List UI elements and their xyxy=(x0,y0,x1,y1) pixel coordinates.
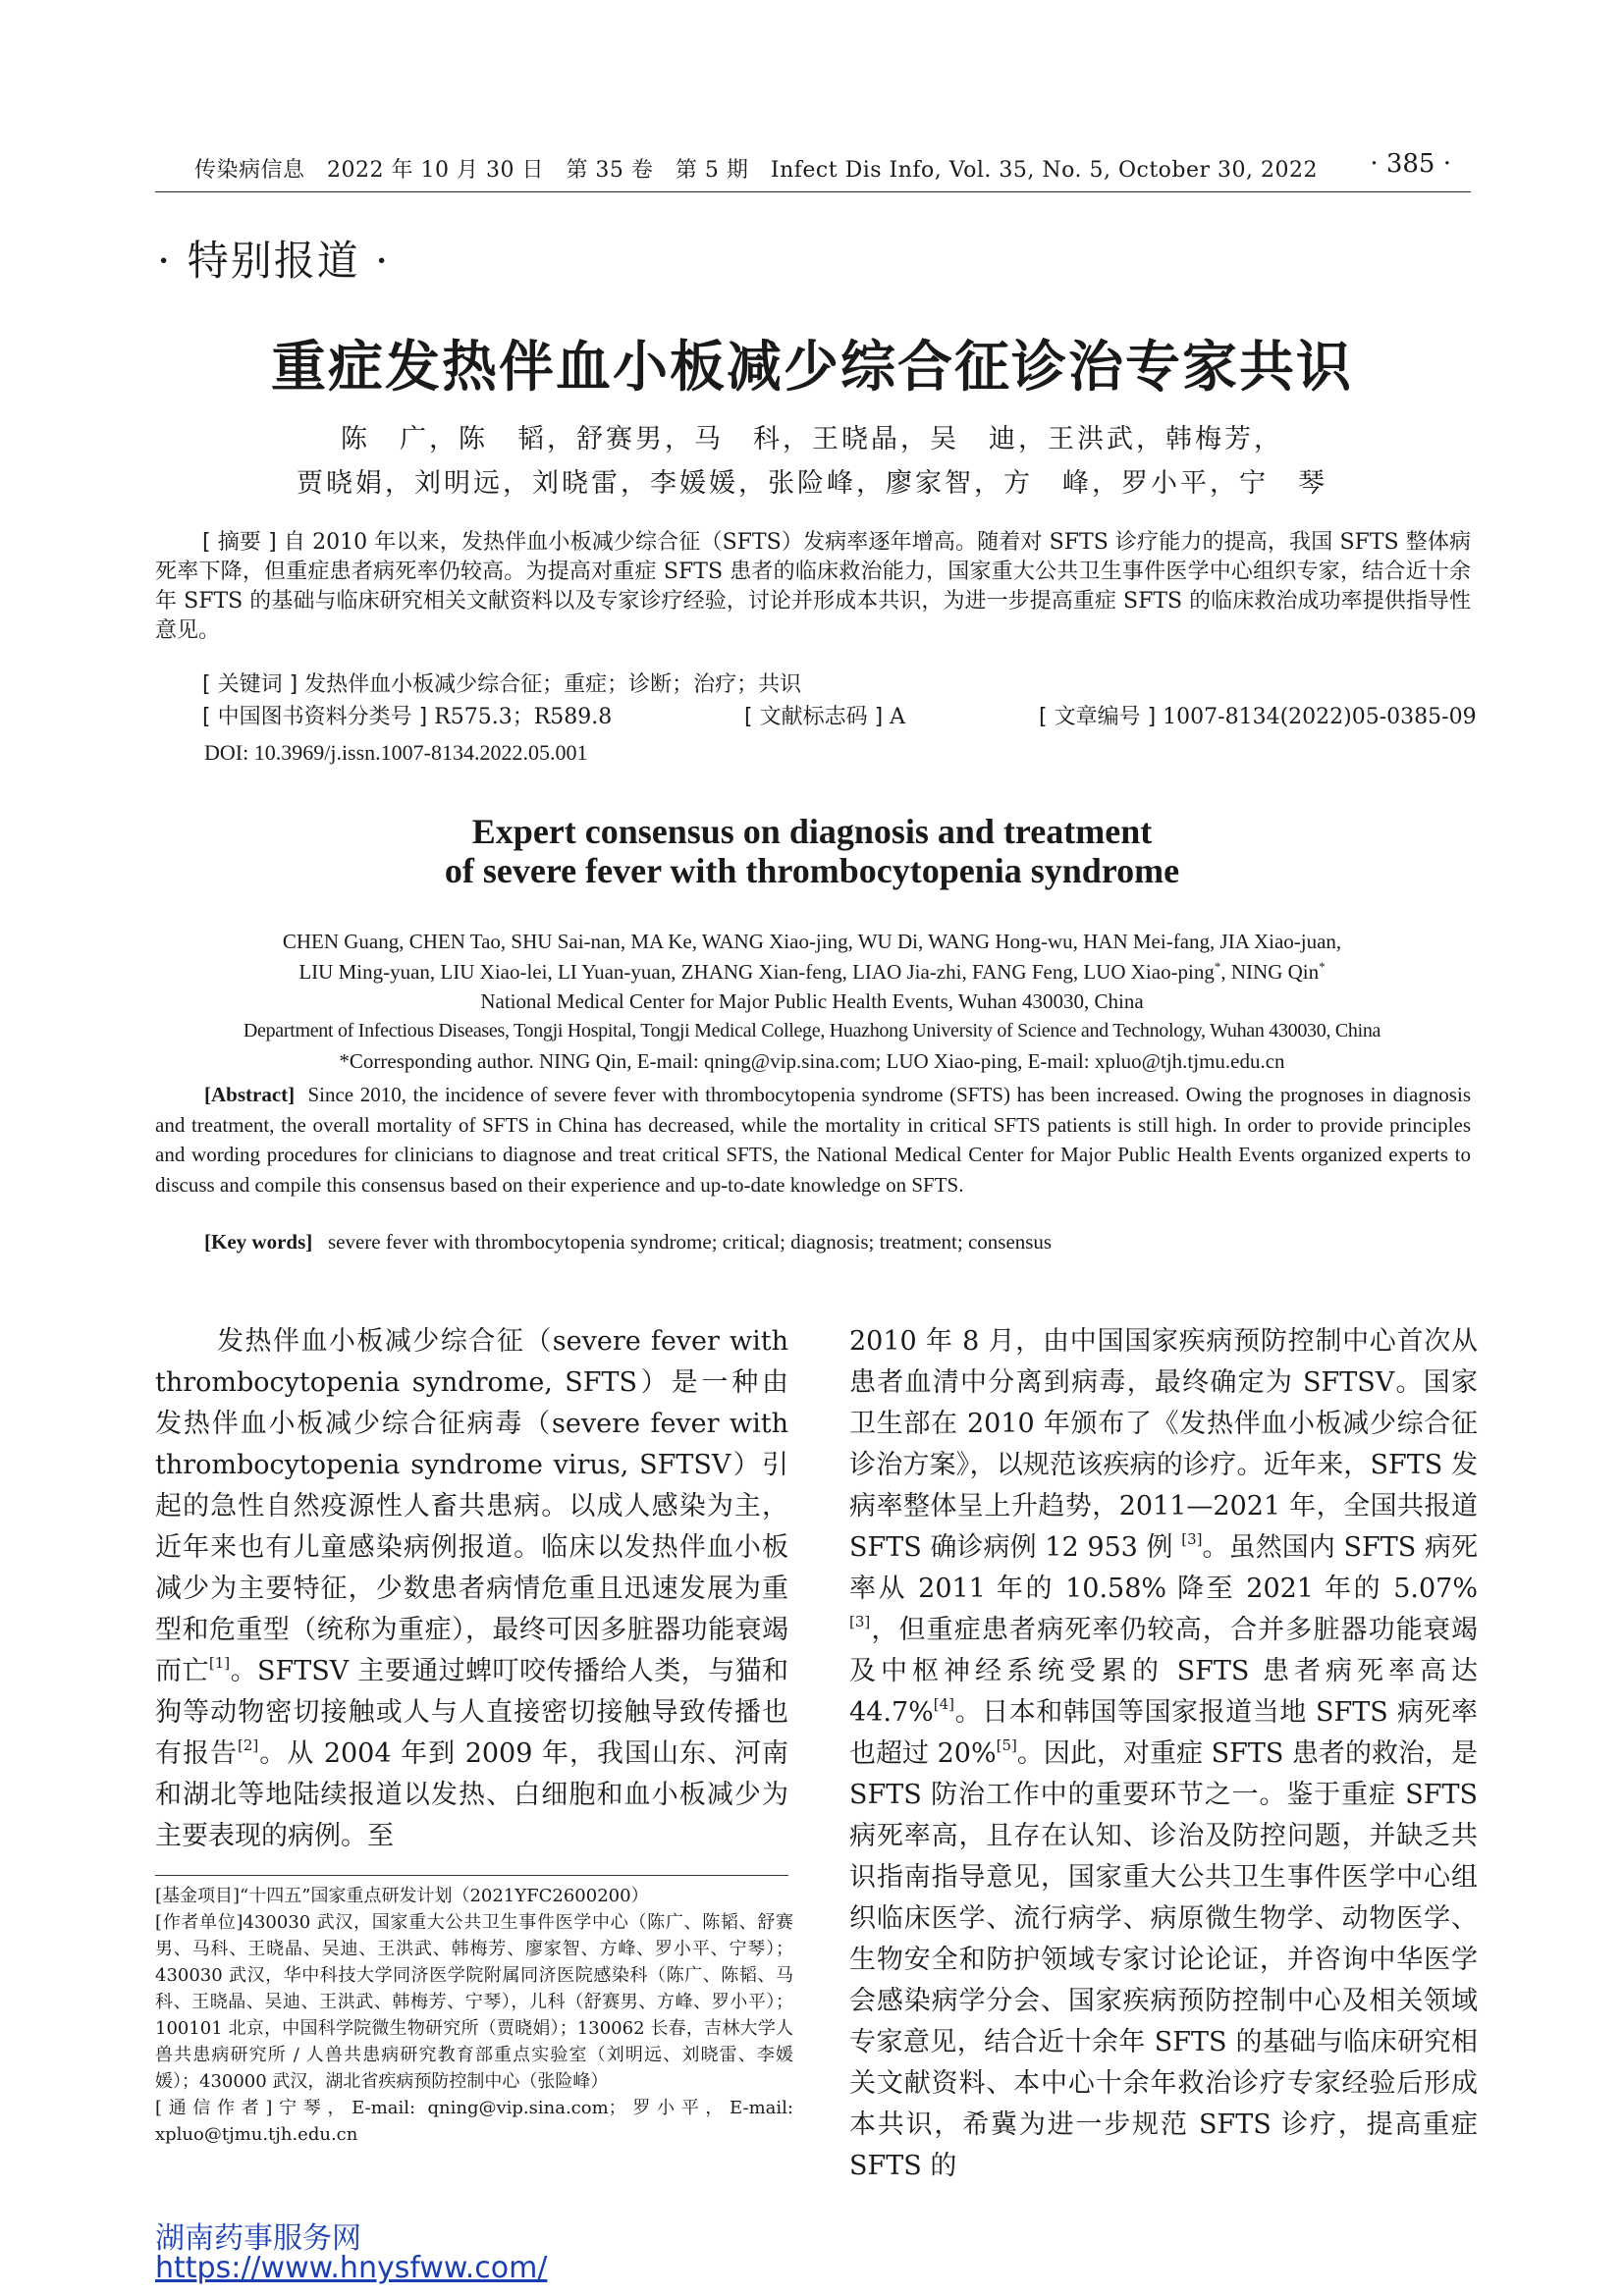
journal-info: 传染病信息 2022 年 10 月 30 日 第 35 卷 第 5 期 Infect Dis Info, Vol. 35, No. 5, October 30, 2022 xyxy=(194,158,1318,183)
abstract-chinese-label: [ 摘要 ] xyxy=(202,530,277,555)
running-header xyxy=(155,147,1471,187)
header-rule xyxy=(155,191,1471,192)
citation: [5] xyxy=(996,1736,1017,1754)
abstract-english xyxy=(155,1080,1471,1200)
citation: [4] xyxy=(933,1695,955,1713)
abstract-english-text: Since 2010, the incidence of severe fever with thrombocytopenia syndrome (SFTS) has been increased. Owing the prognoses in diagnosis and treatment, the overall mortality of SFTS in China has decreased, while the mortality in critical SFTS patients is still high. In order to provide principles and wording procedures for clinicians to diagnose and treat critical SFTS, the National Medical Center for Major Public Health Events organized experts to discuss and compile this consensus based on their experience and up-to-date knowledge on SFTS. xyxy=(155,1083,1471,1197)
body-column-left xyxy=(155,1321,788,1857)
footnote-rule xyxy=(155,1875,788,1876)
watermark-site-link[interactable]: https://www.hnysfww.com/ xyxy=(155,2251,548,2285)
document-code: [ 文献标志码 ] A xyxy=(744,705,906,729)
clc-code: [ 中国图书资料分类号 ] R575.3；R589.8 xyxy=(202,705,613,729)
keywords-chinese-text: 发热伴血小板减少综合征；重症；诊断；治疗；共识 xyxy=(304,672,802,697)
citation: [2] xyxy=(238,1736,259,1754)
affiliation-department: Department of Infectious Diseases, Tongji Hospital, Tongji Medical College, Huazhong University of Science and Technology, Wuhan 430030, China xyxy=(243,1020,1381,1041)
footnote-affiliation: [作者单位]430030 武汉，国家重大公共卫生事件医学中心（陈广、陈韬、舒赛男、马科、王晓晶、吴迪、王洪武、韩梅芳、廖家智、方峰、罗小平、宁琴）；430030 武汉，华中科技大学同济医学院附属同济医院感染科（陈广、陈韬、马科、王晓晶、吴迪、王洪武、韩梅芳、宁琴），儿科（舒赛男、方峰、罗小平）；100101 北京，中国科学院微生物研究所（贾晓娟）；130062 长春，吉林大学人兽共患病研究所 / 人兽共患病研究教育部重点实验室（刘明远、刘晓雷、李媛媛）；430000 武汉，湖北省疾病预防控制中心（张险峰） xyxy=(155,1912,793,2092)
keywords-chinese-label: [ 关键词 ] xyxy=(202,672,298,697)
keywords-english xyxy=(204,1230,1052,1255)
title-chinese: 重症发热伴血小板减少综合征诊治专家共识 xyxy=(271,336,1353,400)
page-number: · 385 · xyxy=(1370,149,1451,179)
citation: [3] xyxy=(849,1613,871,1630)
section-tag: · 特别报道 · xyxy=(157,237,391,285)
doi: DOI: 10.3969/j.issn.1007-8134.2022.05.001 xyxy=(204,740,588,765)
footnote-correspondence: [通信作者]宁琴，E-mail: qning@vip.sina.com；罗小平，E-mail: xpluo@tjmu.tjh.edu.cn xyxy=(155,2098,793,2145)
article-number: [ 文章编号 ] 1007-8134(2022)05-0385-09 xyxy=(1039,705,1477,729)
footnotes xyxy=(155,1883,793,2148)
citation: [3] xyxy=(1181,1530,1203,1548)
classification-row xyxy=(202,700,1479,731)
keywords-chinese xyxy=(202,667,801,698)
watermark-site-name: 湖南药事服务网 xyxy=(155,2221,361,2256)
title-english-line1: Expert consensus on diagnosis and treatment xyxy=(471,812,1153,851)
body-paragraph: 2010 年 8 月，由中国国家疾病预防控制中心首次从患者血清中分离到病毒，最终确定为 SFTSV。国家卫生部在 2010 年颁布了《发热伴血小板减少综合征诊治方案》，以规范该疾病的诊疗。近年来，SFTS 发病率整体呈上升趋势，2011—2021 年，全国共报道 SFTS 确诊病例 12 953 例 [3]。虽然国内 SFTS 病死率从 2011 年的 10.58% 降至 2021 年的 5.07%[3]，但重症患者病死率仍较高，合并多脏器功能衰竭及中枢神经系统受累的 SFTS 患者病死率高达 44.7%[4]。日本和韩国等国家报道当地 SFTS 病死率也超过 20%[5]。因此，对重症 SFTS 患者的救治，是 SFTS 防治工作中的重要环节之一。鉴于重症 SFTS 病死率高，且存在认知、诊治及防控问题，并缺乏共识指南指导意见，国家重大公共卫生事件医学中心组织临床医学、流行病学、病原微生物学、动物医学、生物安全和防护领域专家讨论论证，并咨询中华医学会感染病学分会、国家疾病预防控制中心及相关领域专家意见，结合近十余年 SFTS 的基础与临床研究相关文献资料、本中心十余年救治诊疗专家经验后形成本共识，希冀为进一步规范 SFTS 诊疗，提高重症 SFTS 的 xyxy=(849,1326,1478,2181)
keywords-english-text: severe fever with thrombocytopenia syndrome; critical; diagnosis; treatment; consensus xyxy=(327,1230,1053,1254)
corresponding-mark: * xyxy=(1319,959,1326,974)
authors-english-line1: CHEN Guang, CHEN Tao, SHU Sai-nan, MA Ke, WANG Xiao-jing, WU Di, WANG Hong-wu, HAN Mei-fang, JIA Xiao-juan, xyxy=(282,930,1342,953)
citation: [1] xyxy=(208,1654,231,1672)
abstract-chinese xyxy=(155,528,1471,646)
affiliation-center: National Medical Center for Major Public Health Events, Wuhan 430030, China xyxy=(480,989,1144,1013)
corresponding-mark: * xyxy=(1214,959,1221,974)
keywords-english-label: [Key words] xyxy=(204,1230,313,1254)
abstract-english-label: [Abstract] xyxy=(204,1083,296,1106)
abstract-chinese-text: 自 2010 年以来，发热伴血小板减少综合征（SFTS）发病率逐年增高。随着对 SFTS 诊疗能力的提高，我国 SFTS 整体病死率下降，但重症患者病死率仍较高。为提高对重症 SFTS 患者的临床救治能力，国家重大公共卫生事件医学中心组织专家，结合近十余年 SFTS 的基础与临床研究相关文献资料以及专家诊疗经验，讨论并形成本共识，为进一步提高重症 SFTS 的临床救治成功率提供指导性意见。 xyxy=(155,530,1471,643)
authors-chinese-line2: 贾晓娟，刘明远，刘晓雷，李媛媛，张险峰，廖家智，方 峰，罗小平，宁 琴 xyxy=(297,468,1327,499)
authors-english-line2: LIU Ming-yuan, LIU Xiao-lei, LI Yuan-yuan, ZHANG Xian-feng, LIAO Jia-zhi, FANG Feng, LUO Xiao-ping*, NING Qin* xyxy=(298,959,1326,984)
corresponding-author: *Corresponding author. NING Qin, E-mail: qning@vip.sina.com; LUO Xiao-ping, E-mail: xpluo@tjh.tjmu.edu.cn xyxy=(339,1049,1285,1073)
authors-chinese-line1: 陈 广，陈 韬，舒赛男，马 科，王晓晶，吴 迪，王洪武，韩梅芳， xyxy=(341,424,1283,454)
body-column-right xyxy=(849,1321,1478,2187)
footnote-fund: [基金项目]“十四五”国家重点研发计划（2021YFC2600200） xyxy=(155,1886,649,1906)
body-paragraph: 发热伴血小板减少综合征（severe fever with thrombocytopenia syndrome, SFTS）是一种由发热伴血小板减少综合征病毒（severe fever with thrombocytopenia syndrome virus, SFTSV）引起的急性自然疫源性人畜共患病。以成人感染为主，近年来也有儿童感染病例报道。临床以发热伴血小板减少为主要特征，少数患者病情危重且迅速发展为重型和危重型（统称为重症），最终可因多脏器功能衰竭而亡[1]。SFTSV 主要通过蜱叮咬传播给人类，与猫和狗等动物密切接触或人与人直接密切接触导致传播也有报告[2]。从 2004 年到 2009 年，我国山东、河南和湖北等地陆续报道以发热、白细胞和血小板减少为主要表现的病例。至 xyxy=(155,1326,789,1851)
title-english-line2: of severe fever with thrombocytopenia syndrome xyxy=(444,851,1180,890)
